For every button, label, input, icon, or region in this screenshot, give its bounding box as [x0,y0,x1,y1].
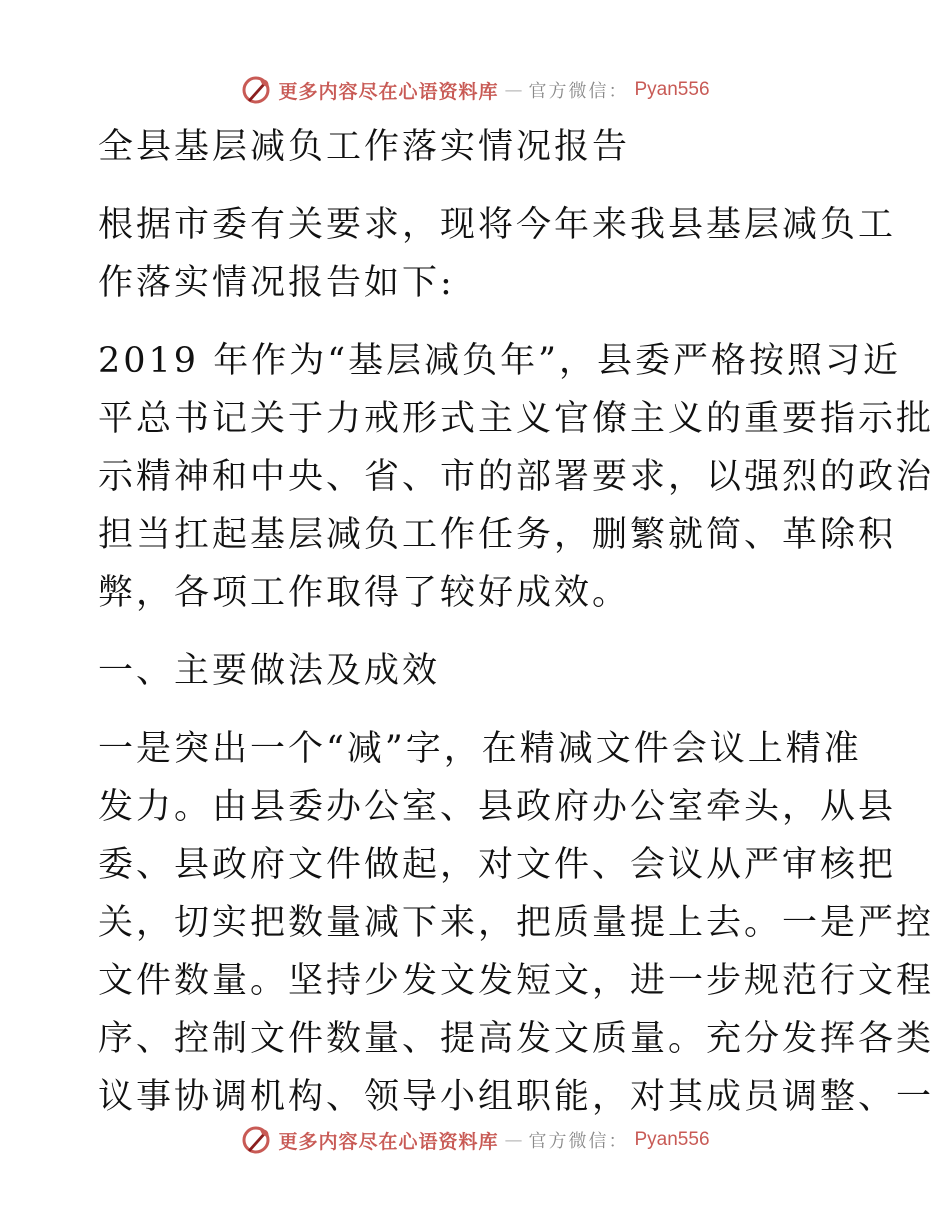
document-body [98,118,935,1126]
watermark-official-text: 官方微信： [528,81,629,102]
text-line: 一是突出一个“减”字，在精减文件会议上精准 [98,729,862,769]
text-line: 关，切实把数量减下来，把质量提上去。一是严控 [98,903,935,943]
watermark-site-text: 更多内容尽在心语资料库 [278,1130,499,1153]
text-line: 担当扛起基层减负工作任务，删繁就简、革除积 [98,515,897,555]
text-line: 作落实情况报告如下: [98,263,455,303]
paragraph-overview [98,332,935,622]
text-line: 一、主要做法及成效 [98,651,441,691]
watermark-id-text: Pyan556 [634,1129,710,1150]
paragraph-intro [98,196,897,312]
section-heading [98,642,858,700]
text-line: 委、县政府文件做起，对文件、会议从严审核把 [98,845,897,885]
text-line: 序、控制文件数量、提高发文质量。充分发挥各类 [98,1019,935,1059]
watermark-site-text: 更多内容尽在心语资料库 [278,80,499,103]
paragraph-measure-one [98,720,935,1126]
text-line: 弊，各项工作取得了较好成效。 [98,573,631,613]
watermark-dash: — [504,1129,523,1151]
document-title: 全县基层减负工作落实情况报告 [98,127,631,167]
text-line: 2019 年作为“基层减负年”，县委严格按照习近 [98,341,901,381]
header-watermark [0,70,950,110]
text-line: 根据市委有关要求，现将今年来我县基层减负工 [98,205,897,245]
text-line: 议事协调机构、领导小组职能，对其成员调整、一 [98,1077,935,1117]
text-line: 发力。由县委办公室、县政府办公室牵头，从县 [98,787,897,827]
text-line: 平总书记关于力戒形式主义官僚主义的重要指示批 [98,399,935,439]
text-line: 示精神和中央、省、市的部署要求，以强烈的政治 [98,457,935,497]
footer-watermark [0,1120,950,1160]
text-line: 文件数量。坚持少发文发短文，进一步规范行文程 [98,961,935,1001]
quill-logo-icon [240,1124,272,1156]
watermark-official-text: 官方微信： [528,1131,629,1152]
quill-logo-icon [240,74,272,106]
watermark-id-text: Pyan556 [634,79,710,100]
watermark-dash: — [504,79,523,101]
